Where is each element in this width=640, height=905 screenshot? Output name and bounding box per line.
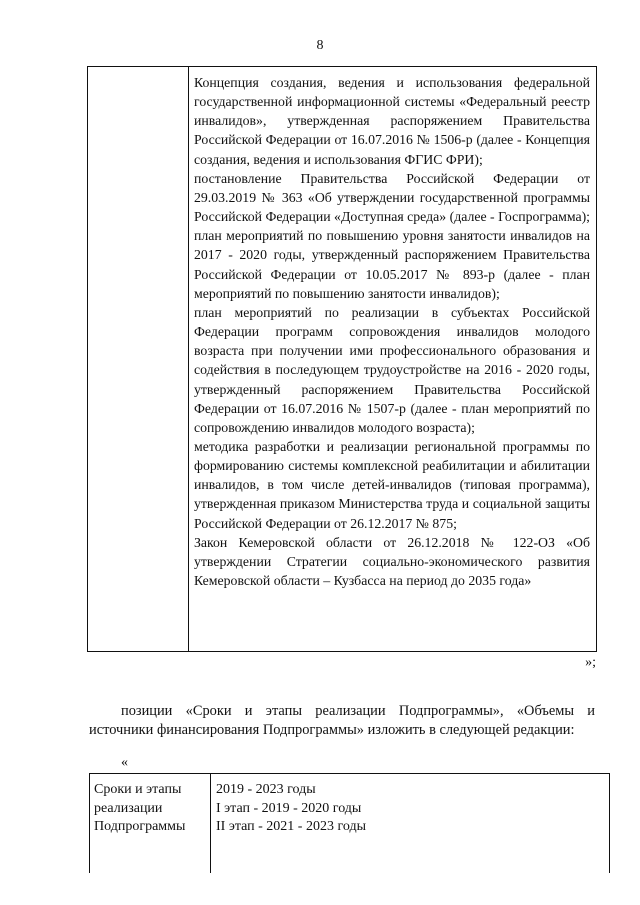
legal-basis-item: план мероприятий по реализации в субъектах Российской Федерации программ сопровождения инвалидов молодого возраста при получении ими профессионального образования и содействия в последующем трудоустройстве на 2016 - 2020 годы, утвержденный распоряжением Правительства Российской Федерации от 16.07.2016 № 1507-р (далее - план мероприятий по сопровождению инвалидов молодого возраста);	[194, 304, 590, 435]
label-line: реализации	[94, 800, 163, 816]
timeline-label-cell	[94, 781, 206, 837]
table-column-divider	[188, 67, 189, 651]
stage-line: 2019 - 2023 годы	[216, 782, 316, 797]
label-line: Подпрограммы	[94, 819, 186, 834]
stage-line: II этап - 2021 - 2023 годы	[216, 819, 366, 834]
table-column-divider	[210, 774, 211, 873]
stage-line: I этап - 2019 - 2020 годы	[216, 800, 362, 816]
timeline-value-cell	[216, 781, 603, 837]
legal-basis-item: Концепция создания, ведения и использования федеральной государственной информационной системы «Федеральный реестр инвалидов», утвержденная распоряжением Правительства Российской Федерации от 16.07.2016 № 1506-р (далее - Концепция создания, ведения и использования ФГИС ФРИ);	[194, 75, 590, 167]
legal-basis-item: постановление Правительства Российской Федерации от 29.03.2019 № 363 «Об утверждении государственной программы Российской Федерации «Доступная среда» (далее - Госпрограмма);	[194, 170, 591, 225]
page-number: 8	[316, 38, 324, 53]
label-line: Сроки и этапы	[94, 782, 182, 797]
legal-basis-item: план мероприятий по повышению уровня занятости инвалидов на 2017 - 2020 годы, утвержденный распоряжением Правительства Российской Федерации от 10.05.2017 № 893-р (далее - план мероприятий по повышению занятости инвалидов);	[194, 228, 590, 301]
legal-basis-table	[87, 66, 597, 652]
opening-quote: «	[121, 755, 128, 770]
legal-basis-item: методика разработки и реализации региональной программы по формированию системы комплексной реабилитации и абилитации инвалидов, в том числе детей-инвалидов (типовая программа), утвержденная приказом Министерства труда и социальной защиты Российской Федерации от 26.12.2017 № 875;	[194, 438, 590, 531]
timeline-table	[89, 773, 610, 873]
legal-basis-item: Закон Кемеровской области от 26.12.2018 № 122-ОЗ «Об утверждении Стратегии социально-экономического развития Кемеровской области – Кузбасса на период до 2035 года»	[194, 534, 590, 589]
amendment-paragraph: позиции «Сроки и этапы реализации Подпрограммы», «Объемы и источники финансирования Подпрограммы» изложить в следующей редакции:	[89, 703, 595, 739]
closing-quote: »;	[585, 655, 596, 670]
legal-basis-cell	[194, 73, 590, 590]
